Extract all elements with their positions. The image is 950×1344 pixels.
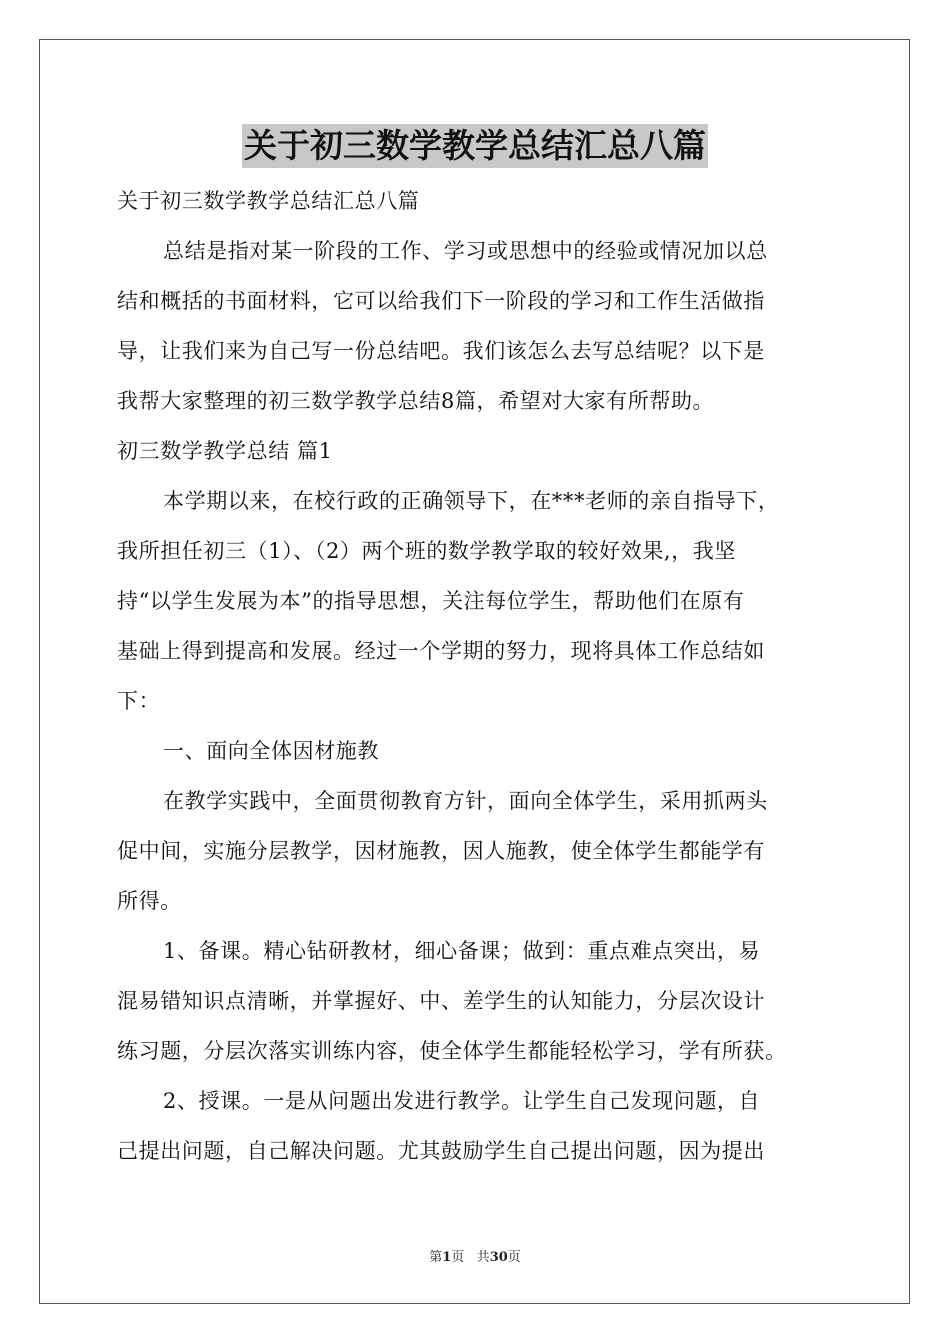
text-line: 2、授课。一是从问题出发进行教学。让学生自己发现问题，自 — [163, 1089, 761, 1113]
text-line: 关于初三数学教学总结汇总八篇 — [117, 189, 420, 213]
text-line: 总结是指对某一阶段的工作、学习或思想中的经验或情况加以总 — [163, 239, 768, 263]
page-footer — [0, 1246, 950, 1265]
text-line: 混易错知识点清晰，并掌握好、中、差学生的认知能力，分层次设计 — [117, 989, 765, 1013]
text-line: 下： — [117, 689, 161, 713]
text-line: 我帮大家整理的初三数学教学总结8篇，希望对大家有所帮助。 — [117, 389, 715, 413]
text-line: 所得。 — [117, 889, 182, 913]
text-line: 1、备课。精心钻研教材，细心备课；做到：重点难点突出，易 — [163, 939, 761, 963]
footer-prefix: 第 — [429, 1250, 443, 1265]
subsection-heading: 一、面向全体因材施教 — [163, 739, 379, 763]
footer-current-page: 1 — [442, 1250, 452, 1265]
title-container — [0, 124, 950, 168]
text-line: 在教学实践中，全面贯彻教育方针，面向全体学生，采用抓两头 — [163, 789, 768, 813]
text-line: 促中间，实施分层教学，因材施教，因人施教，使全体学生都能学有 — [117, 839, 765, 863]
footer-total-suffix: 页 — [507, 1250, 521, 1265]
text-line: 结和概括的书面材料，它可以给我们下一阶段的学习和工作生活做指 — [117, 289, 765, 313]
text-line: 练习题，分层次落实训练内容，使全体学生都能轻松学习，学有所获。 — [117, 1039, 787, 1063]
text-line: 本学期以来，在校行政的正确领导下，在***老师的亲自指导下， — [163, 489, 780, 513]
footer-total-prefix: 共 — [476, 1250, 490, 1265]
footer-total-pages: 30 — [489, 1250, 508, 1265]
section-heading: 初三数学教学总结 篇1 — [117, 439, 333, 463]
text-line: 己提出问题，自己解决问题。尤其鼓励学生自己提出问题，因为提出 — [117, 1139, 765, 1163]
text-line: 导，让我们来为自己写一份总结吧。我们该怎么去写总结呢？以下是 — [117, 339, 765, 363]
text-line: 基础上得到提高和发展。经过一个学期的努力，现将具体工作总结如 — [117, 639, 765, 663]
text-line: 我所担任初三（1）、（2）两个班的数学教学取的较好效果,，我坚 — [117, 539, 736, 563]
footer-page-word: 页 — [451, 1250, 465, 1265]
document-body — [117, 176, 837, 1176]
document-title: 关于初三数学教学总结汇总八篇 — [242, 124, 708, 168]
text-line: 持“以学生发展为本”的指导思想，关注每位学生，帮助他们在原有 — [117, 589, 745, 613]
